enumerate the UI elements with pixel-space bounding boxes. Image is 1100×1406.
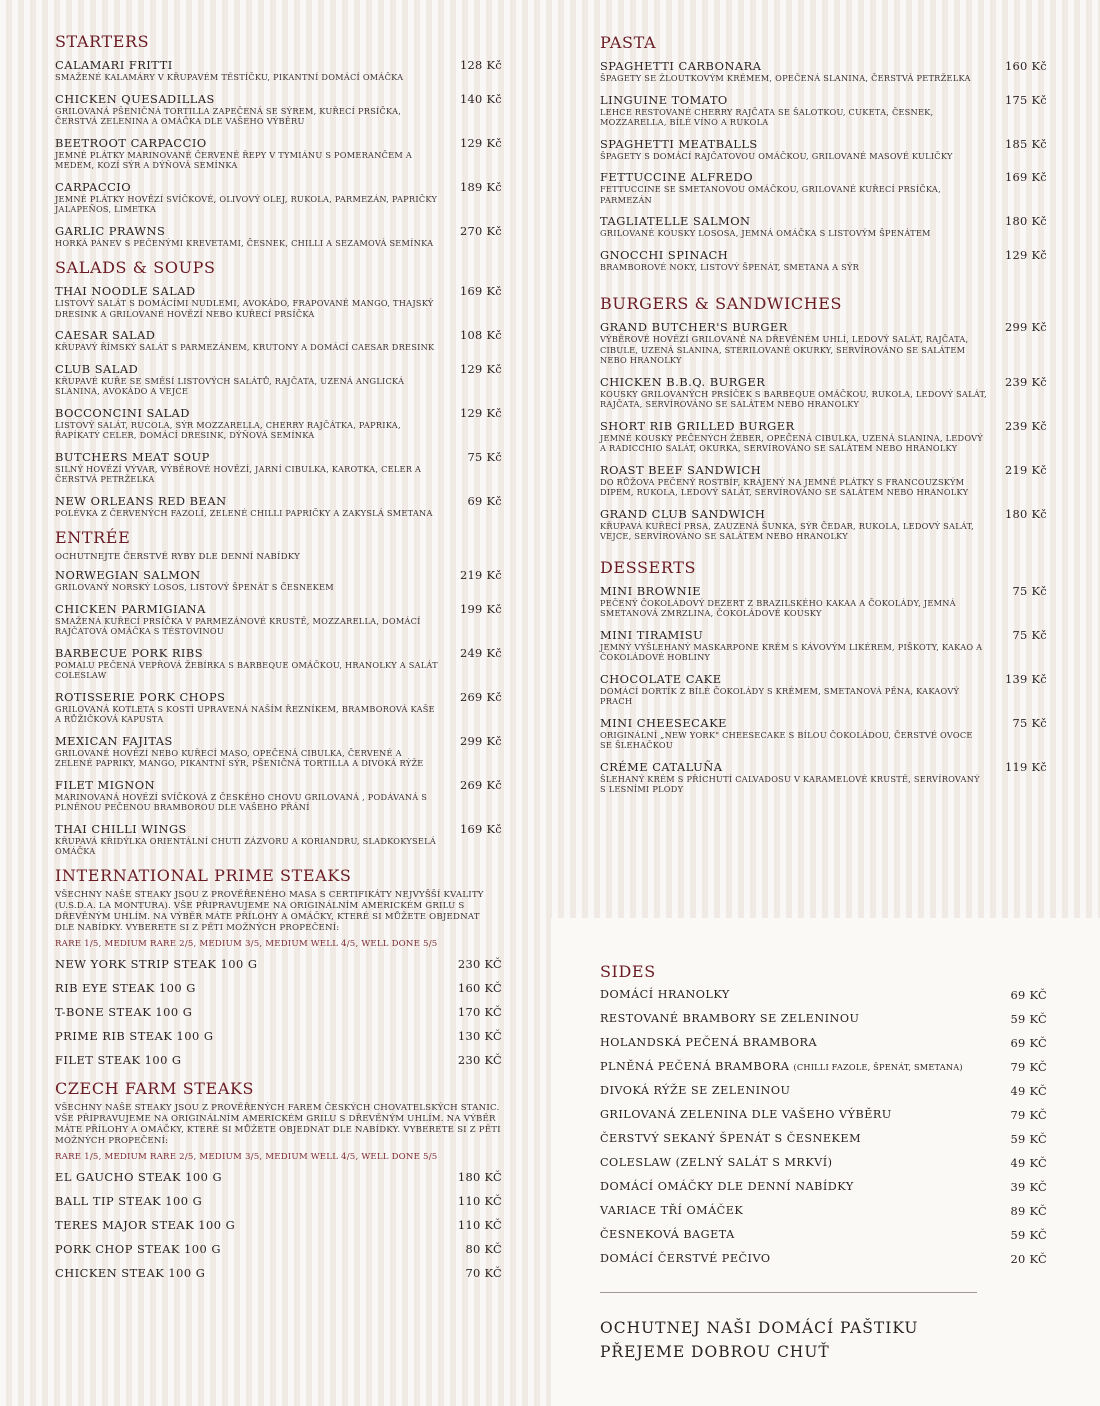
item-name: CARPACCIO (55, 179, 132, 194)
item-description: KŘUPAVÁ KUŘECÍ PRSA, ZAUZENÁ ŠUNKA, SÝR ČEDAR, RUKOLA, LEDOVÝ SALÁT, VEJCE, SERVÍROVÁNO SE SALÁTEM NEBO HRANOLKY (600, 520, 974, 541)
steak-row (55, 1005, 502, 1029)
pasta-section (600, 33, 1047, 272)
item-price: 119 Kč (1004, 759, 1047, 774)
side-row (600, 1060, 1047, 1084)
section-title: STARTERS (55, 32, 150, 51)
section-note: VŠECHNY NAŠE STEAKY JSOU Z PROVĚŘENÝCH FAREM ČESKÝCH CHOVATELSKÝCH STANIC. VŠE PŘIPRAVUJEME NA ORIGINÁLNÍM AMERICKÉM GRILU S DŘEVĚNÝM UHLÍM. NA VÝBĚR MÁTE PŘÍLOHY A OMÁČKY, KTERÉ SI MŮŽETE OBJEDNAT DLE NABÍDKY. VYBERETE SI Z PĚTI MOŽNÝCH PROPEČENÍ: (55, 1102, 501, 1146)
steak-price: 170 KČ (457, 1004, 502, 1019)
steak-price: 110 KČ (457, 1217, 502, 1232)
item-description: JEMNÝ VYŠLEHANÝ MASKARPONE KRÉM S KÁVOVÝM LIKÉREM, PIŠKOTY, KAKAO A ČOKOLÁDOVÉ HOBLINY (600, 641, 983, 662)
item-price: 180 Kč (1004, 214, 1047, 228)
item-description: KŘUPAVÁ KŘIDÝLKA ORIENTÁLNÍ CHUTI ZÁZVORU A KORIANDRU, SLADKOKYSELÁ OMÁČKA (55, 835, 436, 856)
side-name: DOMÁCÍ ČERSTVÉ PEČIVO (600, 1252, 771, 1265)
steak-row (55, 1242, 502, 1266)
menu-item (55, 450, 502, 485)
side-price: 59 KČ (1010, 1132, 1047, 1146)
steak-price: 180 KČ (457, 1169, 502, 1184)
menu-item (55, 646, 502, 681)
item-price: 75 Kč (1012, 627, 1047, 642)
item-description: ORIGINÁLNÍ „NEW YORK" CHEESECAKE S BÍLOU ČOKOLÁDOU, ČERSTVÉ OVOCE SE ŠLEHAČKOU (600, 729, 973, 750)
item-name: NEW ORLEANS RED BEAN (55, 493, 227, 508)
steak-row (55, 1218, 502, 1242)
side-name: COLESLAW (ZELNÝ SALÁT S MRKVÍ) (600, 1156, 833, 1169)
item-name: BARBECUE PORK RIBS (55, 645, 204, 660)
menu-item (55, 602, 502, 637)
item-name: GRAND BUTCHER'S BURGER (600, 320, 788, 334)
steak-row (55, 1194, 502, 1218)
prime-steaks-section (55, 866, 502, 1077)
item-name: ROTISSERIE PORK CHOPS (55, 689, 226, 704)
item-description: POLÉVKA Z ČERVENÝCH FAZOLÍ, ZELENÉ CHILLI PAPRIČKY A ZAKYSLÁ SMETANA (55, 507, 433, 518)
menu-item (55, 822, 502, 857)
menu-item (600, 375, 1047, 410)
item-description: GRILOVANÁ KOTLETA S KOSTÍ UPRAVENÁ NAŠÍM ŘEZNÍKEM, BRAMBOROVÁ KAŠE A RŮŽIČKOVÁ KAPUSTA (55, 703, 435, 724)
item-name: SPAGHETTI MEATBALLS (600, 136, 758, 151)
section-title: ENTRÉE (55, 528, 131, 547)
item-description: HORKÁ PÁNEV S PEČENÝMI KREVETAMI, ČESNEK, CHILLI A SEZAMOVÁ SEMÍNKA (55, 237, 434, 248)
item-description: VÝBĚROVÉ HOVĚZÍ GRILOVANÉ NA DŘEVĚNÉM UHLÍ, LEDOVÝ SALÁT, RAJČATA, CIBULE, UZENÁ SLANINA, STERILOVANÉ OKURKY, SERVÍROVÁNO SE SALÁTEM NEBO HRANOLKY (600, 334, 969, 365)
side-price: 20 KČ (1010, 1252, 1047, 1266)
burgers-section (600, 294, 1047, 542)
side-row (600, 1108, 1047, 1132)
starters-list (55, 58, 502, 248)
steak-name: FILET STEAK 100 G (55, 1052, 182, 1067)
desserts-section (600, 558, 1047, 795)
menu-left-column (55, 32, 502, 1290)
czech-steaks-list (55, 1170, 502, 1290)
steak-row (55, 981, 502, 1005)
side-name: RESTOVANÉ BRAMBORY SE ZELENINOU (600, 1012, 860, 1025)
side-row (600, 1252, 1047, 1276)
menu-item (600, 628, 1047, 663)
section-title: PASTA (600, 33, 657, 52)
item-description: KOUSKY GRILOVANÝCH PRSÍČEK S BARBEQUE OMÁČKOU, RUKOLA, LEDOVÝ SALÁT, RAJČATA, SERVÍROVÁNO SE SALÁTEM NEBO HRANOLKY (600, 388, 987, 409)
item-name: THAI CHILLI WINGS (55, 821, 187, 836)
item-price: 299 Kč (1004, 320, 1047, 334)
side-row (600, 1180, 1047, 1204)
menu-item (55, 328, 502, 353)
side-row (600, 1012, 1047, 1036)
side-name: ČESNEKOVÁ BAGETA (600, 1228, 735, 1241)
item-name: CRÉME CATALUÑA (600, 759, 723, 774)
item-price: 75 Kč (467, 449, 502, 464)
item-name: GARLIC PRAWNS (55, 223, 166, 238)
side-name: DOMÁCÍ HRANOLKY (600, 988, 730, 1001)
item-price: 139 Kč (1004, 671, 1047, 686)
item-name: MINI CHEESECAKE (600, 715, 727, 730)
menu-item (55, 778, 502, 813)
section-title: SIDES (600, 962, 656, 981)
steak-name: NEW YORK STRIP STEAK 100 G (55, 956, 258, 971)
steak-row (55, 1170, 502, 1194)
steak-name: TERES MAJOR STEAK 100 G (55, 1217, 236, 1232)
item-name: CHICKEN PARMIGIANA (55, 601, 206, 616)
menu-item (600, 248, 1047, 273)
item-name: GRAND CLUB SANDWICH (600, 506, 766, 521)
item-price: 239 Kč (1004, 418, 1047, 433)
item-price: 140 Kč (459, 91, 502, 106)
section-note: OCHUTNEJTE ČERSTVÉ RYBY DLE DENNÍ NABÍDKY (55, 552, 300, 562)
item-price: 169 Kč (459, 284, 502, 298)
menu-item (600, 584, 1047, 619)
item-name: CHICKEN B.B.Q. BURGER (600, 374, 766, 389)
item-name: GNOCCHI SPINACH (600, 247, 729, 262)
closing-line: OCHUTNEJ NAŠI DOMÁCÍ PAŠTIKU (600, 1319, 919, 1337)
steak-price: 230 KČ (457, 1052, 502, 1067)
item-price: 189 Kč (459, 179, 502, 194)
steak-price: 110 KČ (457, 1193, 502, 1208)
doneness-scale: RARE 1/5, MEDIUM RARE 2/5, MEDIUM 3/5, MEDIUM WELL 4/5, WELL DONE 5/5 (55, 938, 438, 949)
menu-item (600, 137, 1047, 162)
item-description: GRILOVANÁ PŠENIČNÁ TORTILLA ZAPEČENÁ SE SÝREM, KUŘECÍ PRSÍČKA, ČERSTVÁ ZELENINA A OMÁČKA DLE VAŠEHO VÝBĚRU (55, 105, 402, 126)
side-row (600, 988, 1047, 1012)
side-name: ČERSTVÝ SEKANÝ ŠPENÁT S ČESNEKEM (600, 1132, 862, 1145)
item-description: DO RŮŽOVA PEČENÝ ROSTBÍF, KRÁJENÝ NA JEMNÉ PLÁTKY S FRANCOUZSKÝM DIPEM, RUKOLA, LEDOVÝ SALÁT, SERVÍROVÁNO SE SALÁTEM NEBO HRANOLKY (600, 476, 969, 497)
side-row (600, 1228, 1047, 1252)
item-price: 69 Kč (467, 493, 502, 508)
item-name: THAI NOODLE SALAD (55, 284, 196, 298)
steak-row (55, 1029, 502, 1053)
closing-line: PŘEJEME DOBROU CHUŤ (600, 1343, 830, 1361)
side-name: DOMÁCÍ OMÁČKY DLE DENNÍ NABÍDKY (600, 1180, 854, 1193)
item-description: ŠPAGETY SE ŽLOUTKOVÝM KRÉMEM, OPEČENÁ SLANINA, ČERSTVÁ PETRŽELKA (600, 73, 971, 83)
item-name: BEETROOT CARPACCIO (55, 135, 207, 150)
item-description: LISTOVÝ SALÁT S DOMÁCÍMI NUDLEMI, AVOKÁDO, FRAPOVANÉ MANGO, THAJSKÝ DRESINK A GRILOVANÉ HOVĚZÍ NEBO KUŘECÍ PRSÍČKA (55, 298, 434, 319)
item-price: 185 Kč (1004, 136, 1047, 151)
item-name: TAGLIATELLE SALMON (600, 214, 751, 228)
sides-section (600, 962, 1047, 1276)
menu-item (55, 690, 502, 725)
item-price: 75 Kč (1012, 583, 1047, 598)
item-price: 128 Kč (459, 58, 502, 72)
item-price: 269 Kč (459, 689, 502, 704)
item-name: CAESAR SALAD (55, 328, 156, 342)
item-description: GRILOVANÉ HOVĚZÍ NEBO KUŘECÍ MASO, OPEČENÁ CIBULKA, ČERVENÉ A ZELENÉ PAPRIKY, MANGO, PIKANTNÍ SÝR, PŠENIČNÁ TORTILLA A DIVOKÁ RÝŽE (55, 747, 424, 768)
steak-name: T-BONE STEAK 100 G (55, 1004, 193, 1019)
section-title: INTERNATIONAL PRIME STEAKS (55, 865, 352, 885)
item-name: BUTCHERS MEAT SOUP (55, 449, 210, 464)
steak-row (55, 1266, 502, 1290)
side-price: 69 KČ (1010, 988, 1047, 1002)
item-price: 270 Kč (459, 223, 502, 238)
steak-row (55, 957, 502, 981)
side-price: 79 KČ (1010, 1060, 1047, 1074)
steak-name: CHICKEN STEAK 100 G (55, 1265, 206, 1280)
section-title: DESSERTS (600, 557, 697, 577)
side-name: GRILOVANÁ ZELENINA DLE VAŠEHO VÝBĚRU (600, 1108, 892, 1121)
item-description: JEMNÉ KOUSKY PEČENÝCH ŽEBER, OPEČENÁ CIBULKA, UZENÁ SLANINA, LEDOVÝ A RADICCHIO SALÁT, OKURKA, SERVÍROVÁNO SE SALÁTEM NEBO HRANOLKY (600, 432, 983, 453)
item-price: 129 Kč (459, 405, 502, 420)
menu-item (55, 58, 502, 83)
item-price: 169 Kč (1004, 170, 1047, 184)
steak-name: RIB EYE STEAK 100 G (55, 980, 196, 995)
item-name: SPAGHETTI CARBONARA (600, 59, 762, 73)
item-price: 108 Kč (459, 328, 502, 342)
side-price: 59 KČ (1010, 1012, 1047, 1026)
item-name: MINI TIRAMISU (600, 627, 704, 642)
item-price: 169 Kč (459, 821, 502, 836)
entree-list (55, 568, 502, 857)
menu-item (600, 463, 1047, 498)
item-name: ROAST BEEF SANDWICH (600, 462, 762, 477)
side-name: HOLANDSKÁ PEČENÁ BRAMBORA (600, 1036, 818, 1049)
side-row (600, 1036, 1047, 1060)
menu-item (55, 224, 502, 249)
side-price: 49 KČ (1010, 1084, 1047, 1098)
item-name: FETTUCCINE ALFREDO (600, 170, 754, 184)
item-name: MINI BROWNIE (600, 583, 702, 598)
steak-price: 160 KČ (457, 980, 502, 995)
item-name: SHORT RIB GRILLED BURGER (600, 418, 795, 433)
item-description: POMALU PEČENÁ VEPŘOVÁ ŽEBÍRKA S BARBEQUE OMÁČKOU, HRANOLKY A SALÁT COLESLAW (55, 659, 438, 680)
item-description: KŘUPAVÉ KUŘE SE SMĚSÍ LISTOVÝCH SALÁTŮ, RAJČATA, UZENÁ ANGLICKÁ SLANINA, AVOKÁDO A VEJCE (55, 375, 405, 396)
menu-item (600, 672, 1047, 707)
menu-item (600, 170, 1047, 205)
menu-item (55, 362, 502, 397)
closing-message (600, 1316, 918, 1364)
side-price: 89 KČ (1010, 1204, 1047, 1218)
item-price: 199 Kč (459, 601, 502, 616)
section-title: SALADS & SOUPS (55, 258, 216, 277)
item-description: SILNÝ HOVĚZÍ VÝVAR, VÝBĚROVÉ HOVĚZÍ, JARNÍ CIBULKA, KAROTKA, CELER A ČERSTVÁ PETRŽELKA (55, 463, 422, 484)
item-description: KŘUPAVÝ ŘÍMSKÝ SALÁT S PARMEZÁNEM, KRUTONY A DOMÁCÍ CAESAR DRESINK (55, 342, 435, 352)
czech-steaks-section (55, 1079, 502, 1290)
item-price: 175 Kč (1004, 92, 1047, 107)
item-price: 239 Kč (1004, 374, 1047, 389)
item-description: PEČENÝ ČOKOLÁDOVÝ DEZERT Z BRAZILSKÉHO KAKAA A ČOKOLÁDY, JEMNÁ SMETANOVÁ ZMRZLINA, ČOKOLÁDOVÉ KOUSKY (600, 597, 956, 618)
item-description: FETTUCCINE SE SMETANOVOU OMÁČKOU, GRILOVANÉ KUŘECÍ PRSÍČKA, PARMEZÁN (600, 184, 941, 205)
side-name: VARIACE TŘÍ OMÁČEK (600, 1204, 744, 1217)
menu-item (55, 92, 502, 127)
burgers-list (600, 320, 1047, 542)
item-description: MARINOVANÁ HOVĚZÍ SVÍČKOVÁ Z ČESKÉHO CHOVU GRILOVANÁ , PODÁVANÁ S PLNĚNOU PEČENOU BRAMBOROU DLE VAŠEHO PŘÁNÍ (55, 791, 428, 812)
menu-item (600, 320, 1047, 366)
item-description: ŠPAGETY S DOMÁCÍ RAJČATOVOU OMÁČKOU, GRILOVANÉ MASOVÉ KULIČKY (600, 150, 953, 161)
salads-section (55, 258, 502, 518)
menu-item (600, 760, 1047, 795)
item-price: 129 Kč (459, 135, 502, 150)
item-name: CHOCOLATE CAKE (600, 671, 722, 686)
menu-right-column (600, 33, 1047, 804)
prime-steaks-list (55, 957, 502, 1077)
item-price: 219 Kč (459, 568, 502, 582)
item-description: SMAŽENÁ KUŘECÍ PRSÍČKA V PARMEZÁNOVÉ KRUSTĚ, MOZZARELLA, DOMÁCÍ RAJČATOVÁ OMÁČKA S TĚSTOVINOU (55, 615, 421, 636)
salads-list (55, 284, 502, 518)
side-row (600, 1156, 1047, 1180)
steak-price: 130 KČ (457, 1028, 502, 1043)
steak-name: EL GAUCHO STEAK 100 G (55, 1169, 223, 1184)
side-price: 39 KČ (1010, 1180, 1047, 1194)
item-description: JEMNÉ PLÁTKY HOVĚZÍ SVÍČKOVÉ, OLIVOVÝ OLEJ, RUKOLA, PARMEZÁN, PAPRIČKY JALAPEÑOS, LIMETKA (55, 193, 438, 214)
menu-item (600, 419, 1047, 454)
section-title: CZECH FARM STEAKS (55, 1078, 255, 1098)
side-row (600, 1084, 1047, 1108)
menu-item (55, 284, 502, 319)
menu-item (55, 568, 502, 593)
side-price: 69 KČ (1010, 1036, 1047, 1050)
item-name: CHICKEN QUESADILLAS (55, 91, 215, 106)
steak-row (55, 1053, 502, 1077)
menu-item (600, 214, 1047, 239)
item-name: BOCCONCINI SALAD (55, 405, 190, 420)
item-name: CALAMARI FRITTI (55, 58, 173, 72)
section-note: VŠECHNY NAŠE STEAKY JSOU Z PROVĚŘENÉHO MASA S CERTIFIKÁTY NEJVYŠŠÍ KVALITY (U.S.D.A. LA MONTURA). VŠE PŘIPRAVUJEME NA ORIGINÁLNÍM AMERICKÉM GRILU S DŘEVĚNÝM UHLÍM. NA VÝBĚR MÁTE PŘÍLOHY A OMÁČKY, KTERÉ SI MŮŽETE OBJEDNAT DLE NABÍDKY. VYBERETE SI Z PĚTI MOŽNÝCH PROPEČENÍ: (55, 889, 484, 933)
item-description: JEMNÉ PLÁTKY MARINOVANÉ ČERVENÉ ŘEPY V TYMIÁNU S POMERANČEM A MEDEM, KOZÍ SÝR A DÝŇOVÁ SEMÍNKA (55, 149, 413, 170)
starters-section (55, 32, 502, 248)
item-price: 180 Kč (1004, 506, 1047, 521)
side-price: 49 KČ (1010, 1156, 1047, 1170)
item-price: 75 Kč (1012, 715, 1047, 730)
side-name: PLNĚNÁ PEČENÁ BRAMBORA (600, 1060, 790, 1073)
menu-item (55, 136, 502, 171)
item-name: NORWEGIAN SALMON (55, 568, 201, 582)
item-price: 219 Kč (1004, 462, 1047, 477)
item-description: LEHCE RESTOVANÉ CHERRY RAJČATA SE ŠALOTKOU, CUKETA, ČESNEK, MOZZARELLA, BÍLÉ VÍNO A RUKOLA (600, 106, 934, 127)
steak-price: 230 KČ (457, 956, 502, 971)
item-description: ŠLEHANÝ KRÉM S PŘÍCHUTÍ CALVADOSU V KARAMELOVÉ KRUSTĚ, SERVÍROVANÝ S LESNÍMI PLODY (600, 773, 980, 794)
menu-item (600, 716, 1047, 751)
entree-section (55, 528, 502, 857)
item-description: GRILOVANÝ NORSKÝ LOSOS, LISTOVÝ ŠPENÁT S ČESNEKEM (55, 582, 334, 592)
item-price: 249 Kč (459, 645, 502, 660)
item-price: 299 Kč (459, 733, 502, 748)
side-price: 59 KČ (1010, 1228, 1047, 1242)
divider (600, 1292, 977, 1293)
menu-item (55, 406, 502, 441)
side-price: 79 KČ (1010, 1108, 1047, 1122)
item-description: DOMÁCÍ DORTÍK Z BÍLÉ ČOKOLÁDY S KRÉMEM, SMETANOVÁ PĚNA, KAKAOVÝ PRACH (600, 685, 960, 706)
item-description: LISTOVÝ SALÁT, RUCOLA, SÝR MOZZARELLA, CHERRY RAJČÁTKA, PAPRIKA, ŘAPÍKATÝ CELER, DOMÁCÍ DRESINK, DÝŇOVÁ SEMÍNKA (55, 419, 401, 440)
item-price: 269 Kč (459, 777, 502, 792)
item-description: SMAŽENÉ KALAMÁRY V KŘUPAVÉM TĚSTÍČKU, PIKANTNÍ DOMÁCÍ OMÁČKA (55, 72, 404, 82)
item-description: BRAMBOROVÉ NOKY, LISTOVÝ ŠPENÁT, SMETANA A SÝR (600, 261, 860, 272)
menu-item (600, 93, 1047, 128)
item-description: GRILOVANÉ KOUSKY LOSOSA, JEMNÁ OMÁČKA S LISTOVÝM ŠPENÁTEM (600, 228, 931, 238)
menu-item (55, 494, 502, 519)
item-name: LINGUINE TOMATO (600, 92, 728, 107)
item-price: 129 Kč (459, 361, 502, 376)
item-name: CLUB SALAD (55, 361, 139, 376)
steak-name: PORK CHOP STEAK 100 G (55, 1241, 222, 1256)
item-name: MEXICAN FAJITAS (55, 733, 173, 748)
pasta-list (600, 59, 1047, 272)
side-note: (CHILLI FAZOLE, ŠPENÁT, SMETANA) (793, 1062, 963, 1072)
menu-item (600, 507, 1047, 542)
steak-price: 70 KČ (465, 1265, 502, 1280)
side-row (600, 1204, 1047, 1228)
item-price: 160 Kč (1004, 59, 1047, 73)
steak-name: PRIME RIB STEAK 100 G (55, 1028, 214, 1043)
sides-list (600, 988, 1047, 1276)
desserts-list (600, 584, 1047, 795)
menu-item (55, 180, 502, 215)
steak-name: BALL TIP STEAK 100 G (55, 1193, 203, 1208)
side-name: DIVOKÁ RÝŽE SE ZELENINOU (600, 1084, 791, 1097)
section-title: BURGERS & SANDWICHES (600, 294, 843, 313)
steak-price: 80 KČ (465, 1241, 502, 1256)
item-price: 129 Kč (1004, 247, 1047, 262)
doneness-scale: RARE 1/5, MEDIUM RARE 2/5, MEDIUM 3/5, MEDIUM WELL 4/5, WELL DONE 5/5 (55, 1151, 438, 1162)
menu-item (600, 59, 1047, 84)
side-row (600, 1132, 1047, 1156)
menu-item (55, 734, 502, 769)
item-name: FILET MIGNON (55, 777, 156, 792)
